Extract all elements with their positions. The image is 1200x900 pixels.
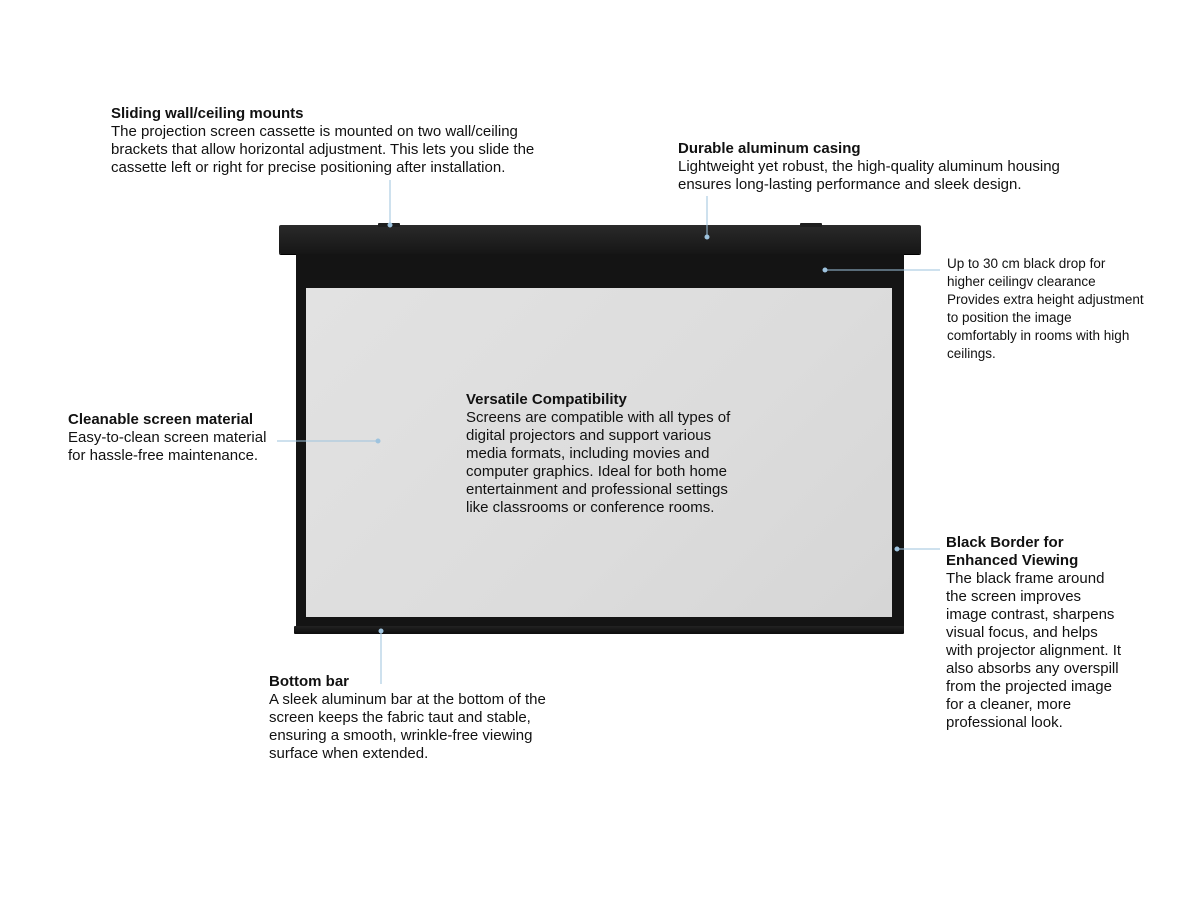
callout-mounts (111, 105, 534, 177)
callout-black-drop (947, 255, 1144, 363)
callout-black-drop-body: Up to 30 cm black drop for higher ceilingv clearance Provides extra height adjustment to position the image comfortably in rooms with high ceilings. (947, 256, 1144, 361)
callout-border-title: Black Border for Enhanced Viewing (946, 534, 1079, 569)
callout-cleanable-title: Cleanable screen material (68, 411, 254, 428)
aluminum-casing (279, 225, 921, 254)
callout-mounts-title: Sliding wall/ceiling mounts (111, 105, 304, 122)
callout-bottom-bar-title: Bottom bar (269, 673, 349, 690)
callout-compatibility (466, 391, 730, 517)
callout-bottom-bar-body: A sleek aluminum bar at the bottom of the screen keeps the fabric taut and stable, ensuring a smooth, wrinkle-free viewing surface when extended. (269, 691, 546, 762)
callout-compatibility-title: Versatile Compatibility (466, 391, 627, 408)
callout-border (946, 534, 1121, 732)
callout-compatibility-body: Screens are compatible with all types of digital projectors and support various media formats, including movies and computer graphics. Ideal for both home entertainment and professional settings like classrooms or conference rooms. (466, 409, 731, 516)
callout-cleanable-body: Easy-to-clean screen material for hassle-free maintenance. (68, 429, 267, 464)
callout-casing-body: Lightweight yet robust, the high-quality aluminum housing ensures long-lasting performance and sleek design. (678, 158, 1060, 193)
callout-mounts-body: The projection screen cassette is mounted on two wall/ceiling brackets that allow horizontal adjustment. This lets you slide the cassette left or right for precise positioning after installation. (111, 123, 535, 176)
mount-bracket-right (800, 223, 822, 227)
callout-bottom-bar (269, 673, 546, 763)
callout-casing (678, 140, 1060, 194)
callout-cleanable (68, 411, 266, 465)
mount-bracket-left (378, 223, 400, 227)
bottom-bar (294, 626, 904, 634)
callout-casing-title: Durable aluminum casing (678, 140, 861, 157)
callout-border-body: The black frame around the screen improves image contrast, sharpens visual focus, and helps with projector alignment. It also absorbs any overspill from the projected image for a cleaner, more professional look. (946, 570, 1122, 731)
